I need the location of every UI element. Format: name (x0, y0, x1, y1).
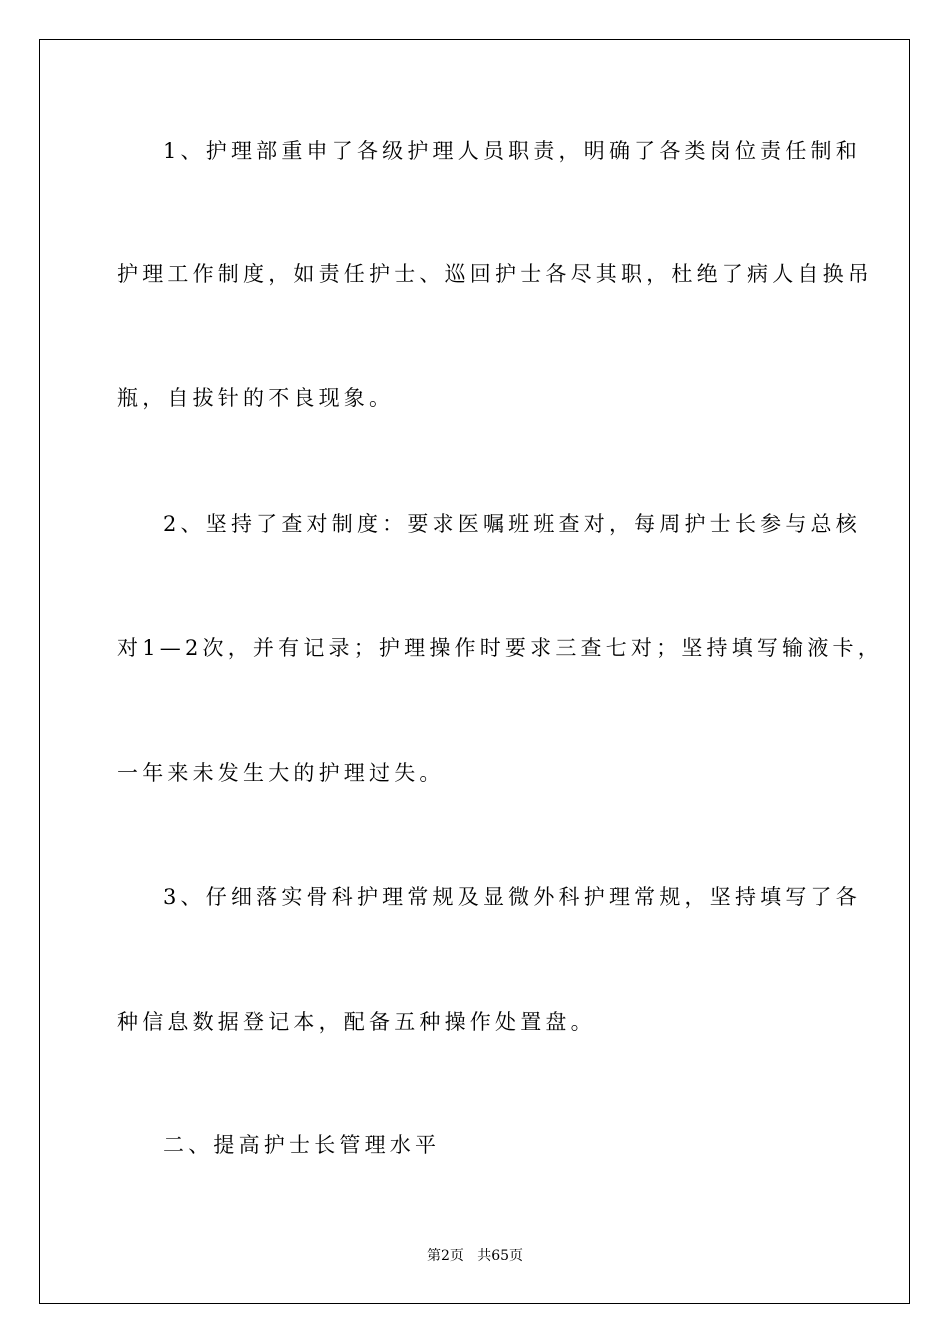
paragraph-3-line-2: 种信息数据登记本，配备五种操作处置盘。 (117, 1010, 596, 1034)
page-number-footer: 第2页 共65页 (426, 1248, 524, 1264)
paragraph-3-line-1: 3、仔细落实骨科护理常规及显微外科护理常规，坚持填写了各 (163, 885, 861, 909)
paragraph-1-line-1: 1、护理部重申了各级护理人员职责，明确了各类岗位责任制和 (163, 139, 861, 163)
paragraph-1-line-3: 瓶，自拔针的不良现象。 (117, 386, 395, 410)
paragraph-2-line-3: 一年来未发生大的护理过失。 (117, 761, 445, 785)
page-border (39, 39, 910, 1304)
section-heading: 二、提高护士长管理水平 (163, 1133, 441, 1157)
paragraph-2-line-1: 2、坚持了查对制度：要求医嘱班班查对，每周护士长参与总核 (163, 512, 861, 536)
paragraph-2-line-2: 对1—2次，并有记录；护理操作时要求三查七对；坚持填写输液卡， (117, 636, 883, 660)
paragraph-1-line-2: 护理工作制度，如责任护士、巡回护士各尽其职，杜绝了病人自换吊 (117, 262, 873, 286)
